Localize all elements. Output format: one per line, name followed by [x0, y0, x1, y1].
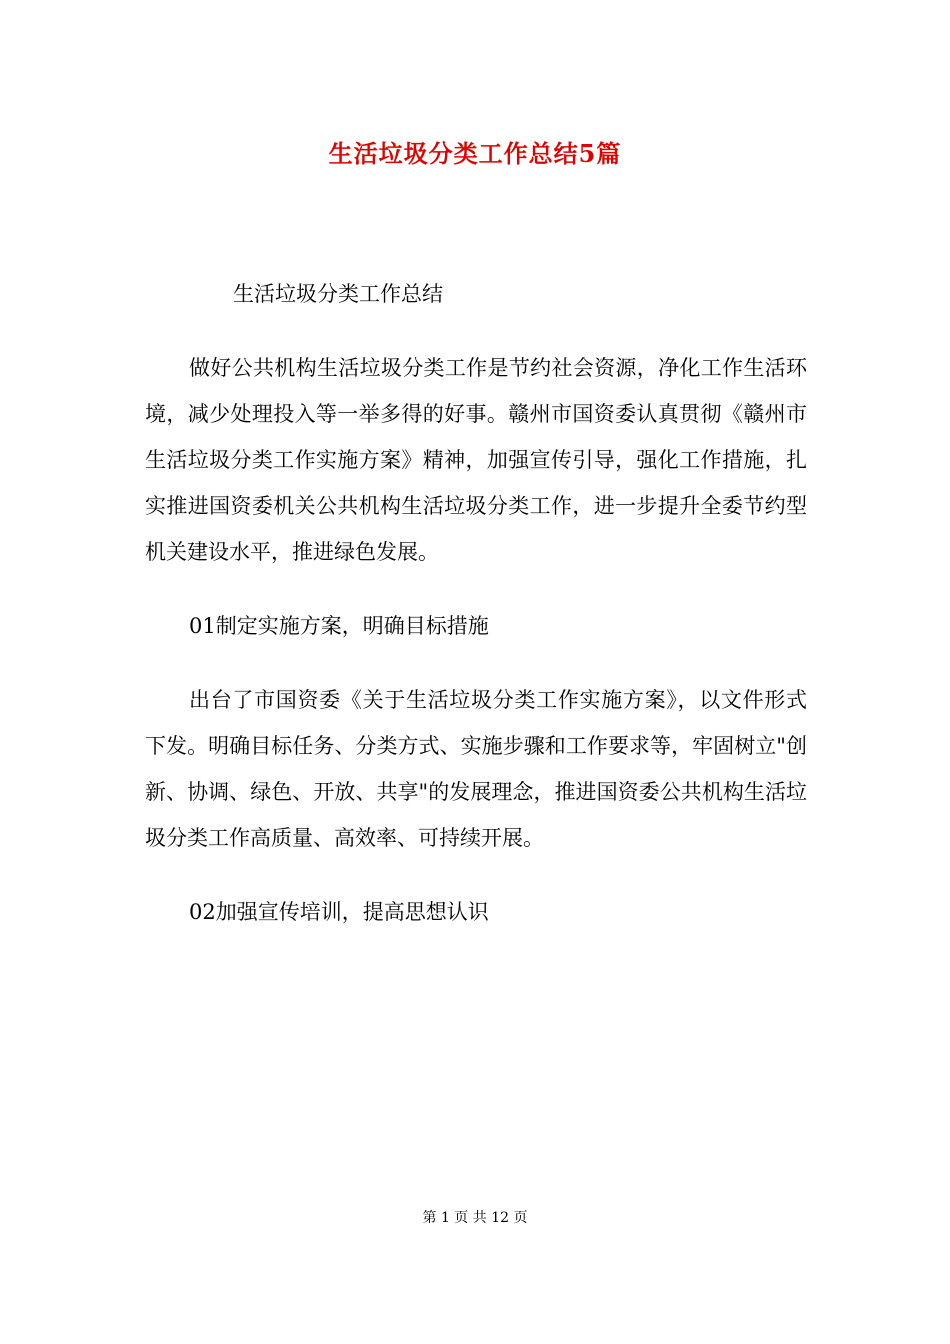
- body-paragraph: 做好公共机构生活垃圾分类工作是节约社会资源，净化工作生活环境，减少处理投入等一举多得的好事。赣州市国资委认真贯彻《赣州市生活垃圾分类工作实施方案》精神，加强宣传引导，强化工作措施，扎实推进国资委机关公共机构生活垃圾分类工作，进一步提升全委节约型机关建设水平，推进绿色发展。: [145, 356, 807, 564]
- section-heading-01: 01制定实施方案，明确目标措施: [189, 614, 489, 638]
- page-footer: 第 1 页 共 12 页: [422, 1210, 528, 1226]
- section-heading-02: 02加强宣传培训，提高思想认识: [189, 900, 489, 924]
- document-body: [145, 271, 807, 963]
- document-title: 生活垃圾分类工作总结5篇: [328, 139, 622, 168]
- body-paragraph: 出台了市国资委《关于生活垃圾分类工作实施方案》，以文件形式下发。明确目标任务、分类方式、实施步骤和工作要求等，牢固树立"创新、协调、绿色、开放、共享"的发展理念，推进国资委公共机构生活垃圾分类工作高质量、高效率、可持续开展。: [145, 688, 807, 850]
- section-subtitle: 生活垃圾分类工作总结: [233, 282, 443, 306]
